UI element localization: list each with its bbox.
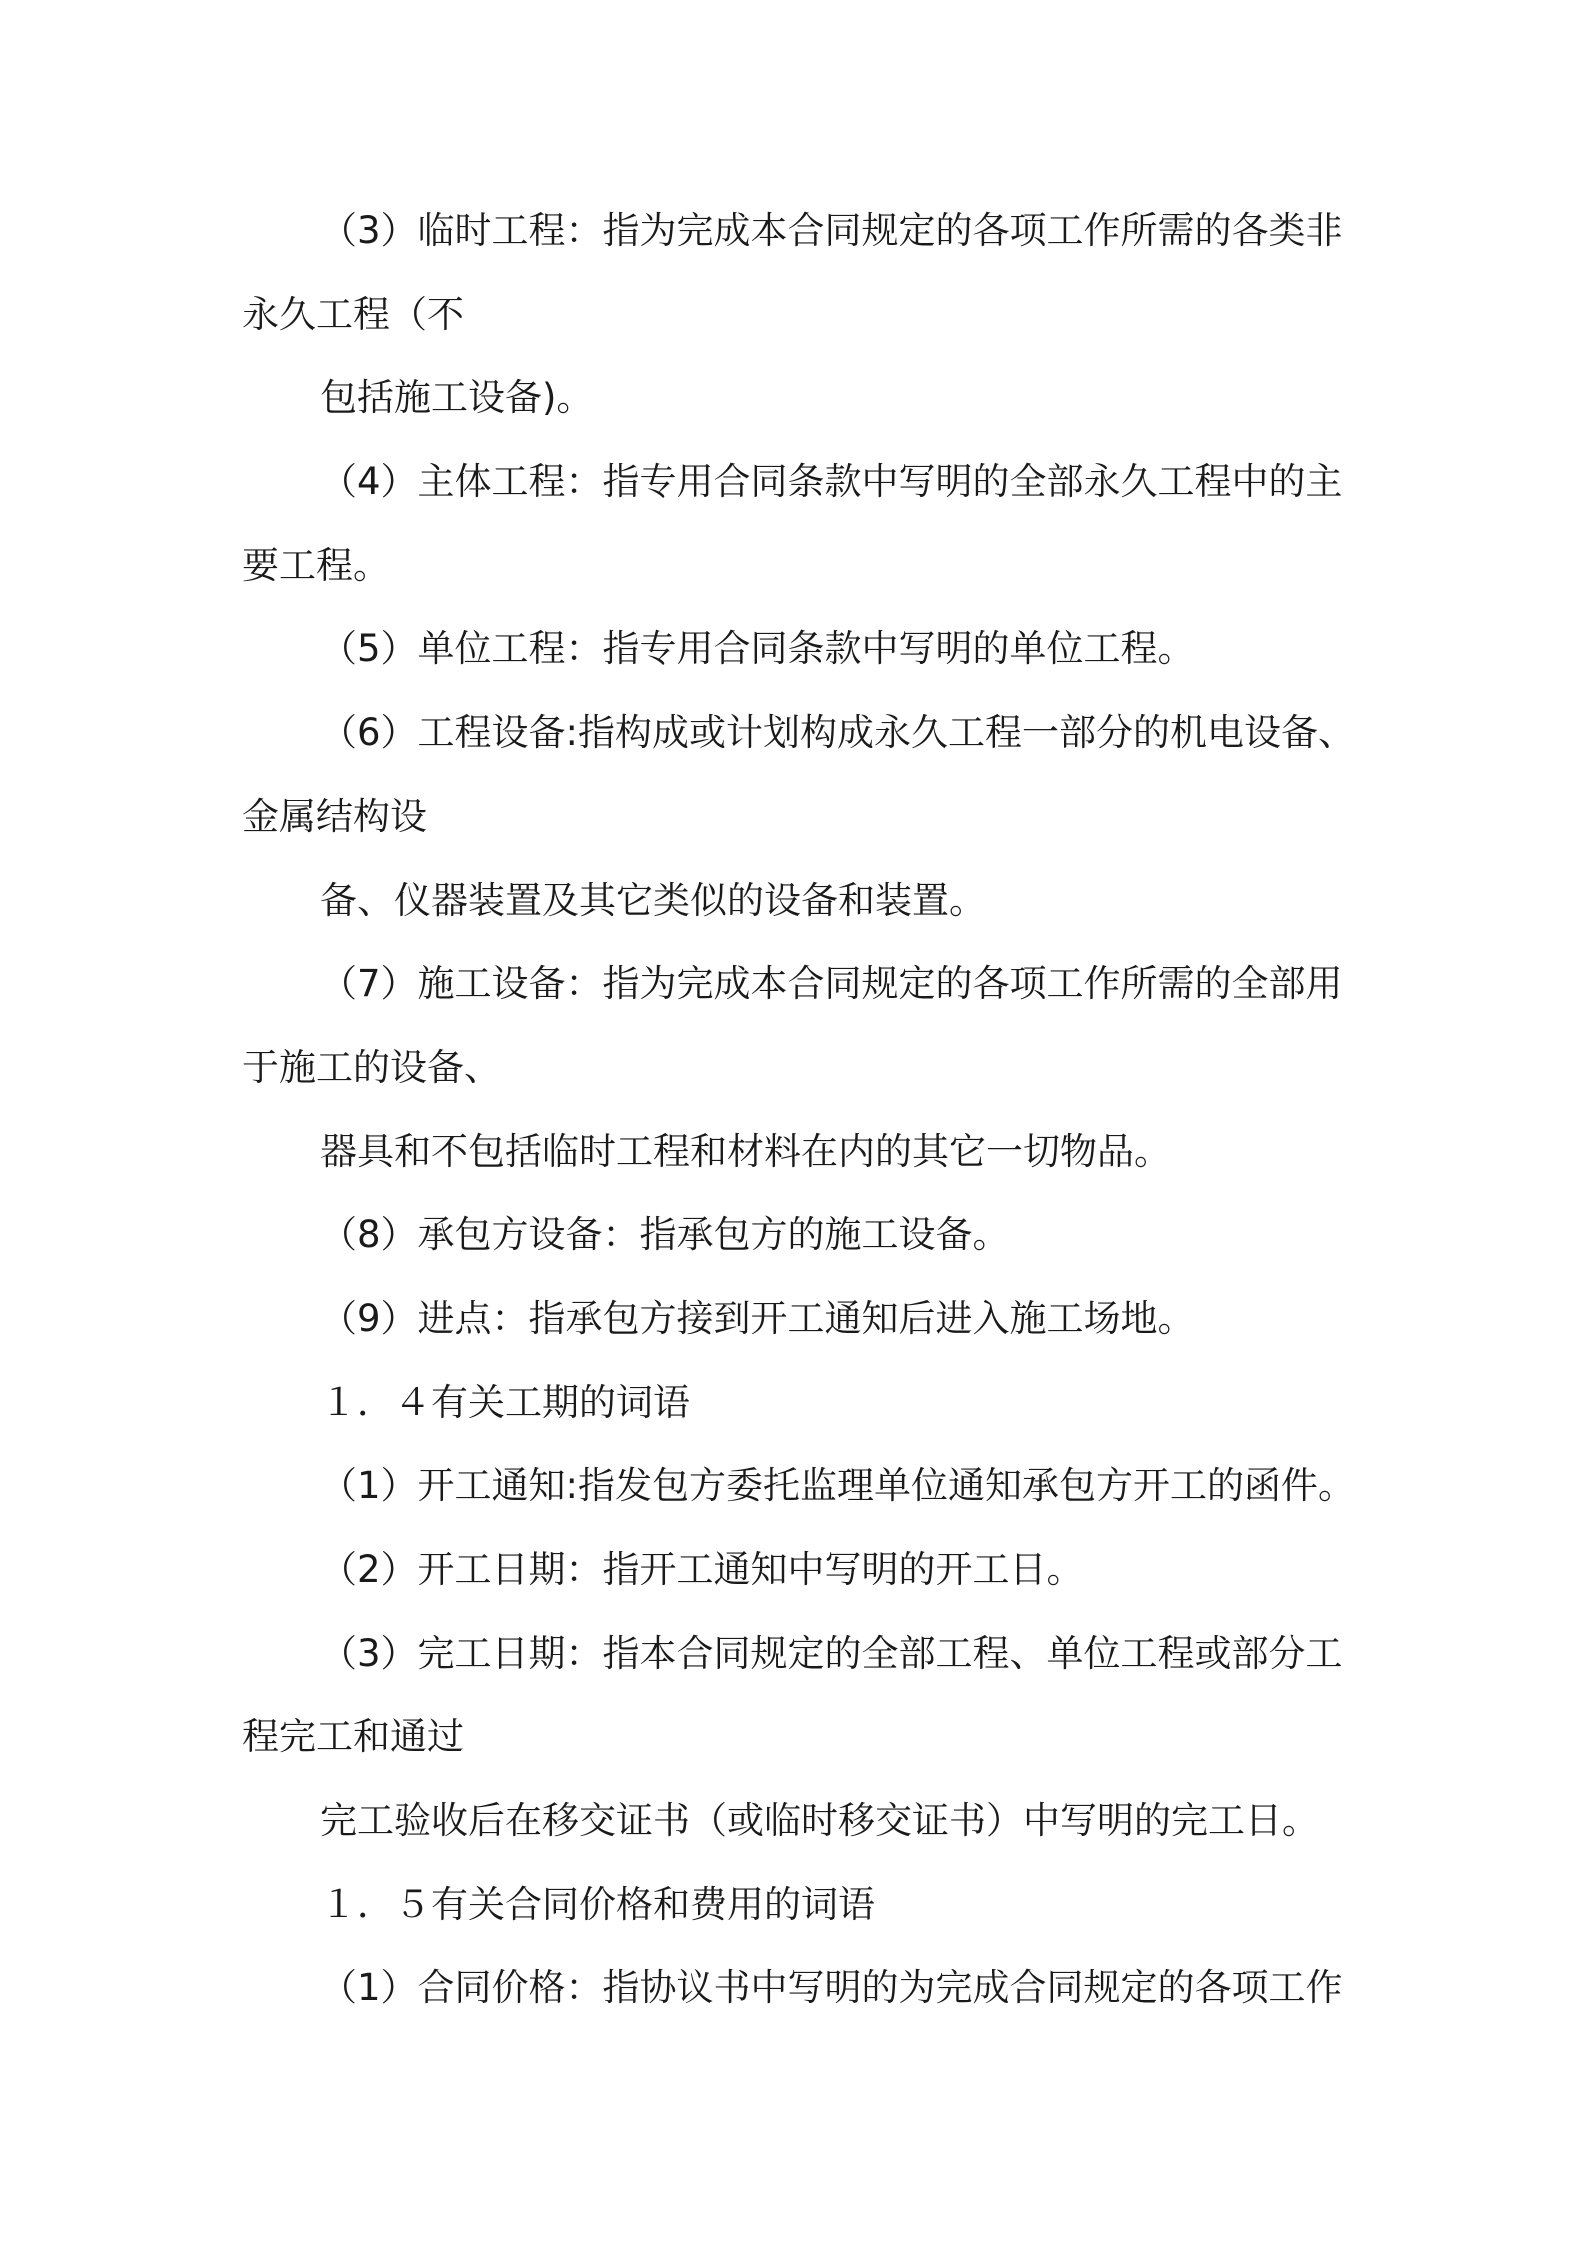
text-line: （9）进点：指承包方接到开工通知后进入施工场地。 bbox=[320, 1296, 1195, 1340]
text-line: （3）完工日期：指本合同规定的全部工程、单位工程或部分工 bbox=[320, 1631, 1343, 1675]
text-line: （6）工程设备:指构成或计划构成永久工程一部分的机电设备、 bbox=[320, 711, 1356, 755]
section-heading: １．５有关合同价格和费用的词语 bbox=[320, 1882, 875, 1926]
text-line: 完工验收后在移交证书（或临时移交证书）中写明的完工日。 bbox=[320, 1799, 1319, 1843]
text-line: 包括施工设备)。 bbox=[320, 376, 594, 420]
document-body bbox=[0, 189, 1586, 2030]
text-line: 于施工的设备、 bbox=[242, 1045, 501, 1089]
text-line: 要工程。 bbox=[242, 543, 390, 587]
text-line: 备、仪器装置及其它类似的设备和装置。 bbox=[320, 878, 986, 922]
section-heading: １．４有关工期的词语 bbox=[320, 1380, 690, 1424]
text-line: （7）施工设备：指为完成本合同规定的各项工作所需的全部用 bbox=[320, 962, 1343, 1006]
text-line: （1）合同价格：指协议书中写明的为完成合同规定的各项工作 bbox=[320, 1966, 1343, 2010]
text-line: （4）主体工程：指专用合同条款中写明的全部永久工程中的主 bbox=[320, 460, 1343, 504]
text-line: （8）承包方设备：指承包方的施工设备。 bbox=[320, 1213, 1010, 1257]
text-line: 程完工和通过 bbox=[242, 1715, 464, 1759]
text-line: （1）开工通知:指发包方委托监理单位通知承包方开工的函件。 bbox=[320, 1464, 1356, 1508]
text-line: （2）开工日期：指开工通知中写明的开工日。 bbox=[320, 1548, 1084, 1591]
text-line: 金属结构设 bbox=[242, 794, 427, 838]
text-line: 永久工程（不 bbox=[242, 292, 464, 336]
text-line: （3）临时工程：指为完成本合同规定的各项工作所需的各类非 bbox=[320, 209, 1343, 252]
text-line: 器具和不包括临时工程和材料在内的其它一切物品。 bbox=[320, 1129, 1171, 1173]
text-line: （5）单位工程：指专用合同条款中写明的单位工程。 bbox=[320, 627, 1195, 671]
